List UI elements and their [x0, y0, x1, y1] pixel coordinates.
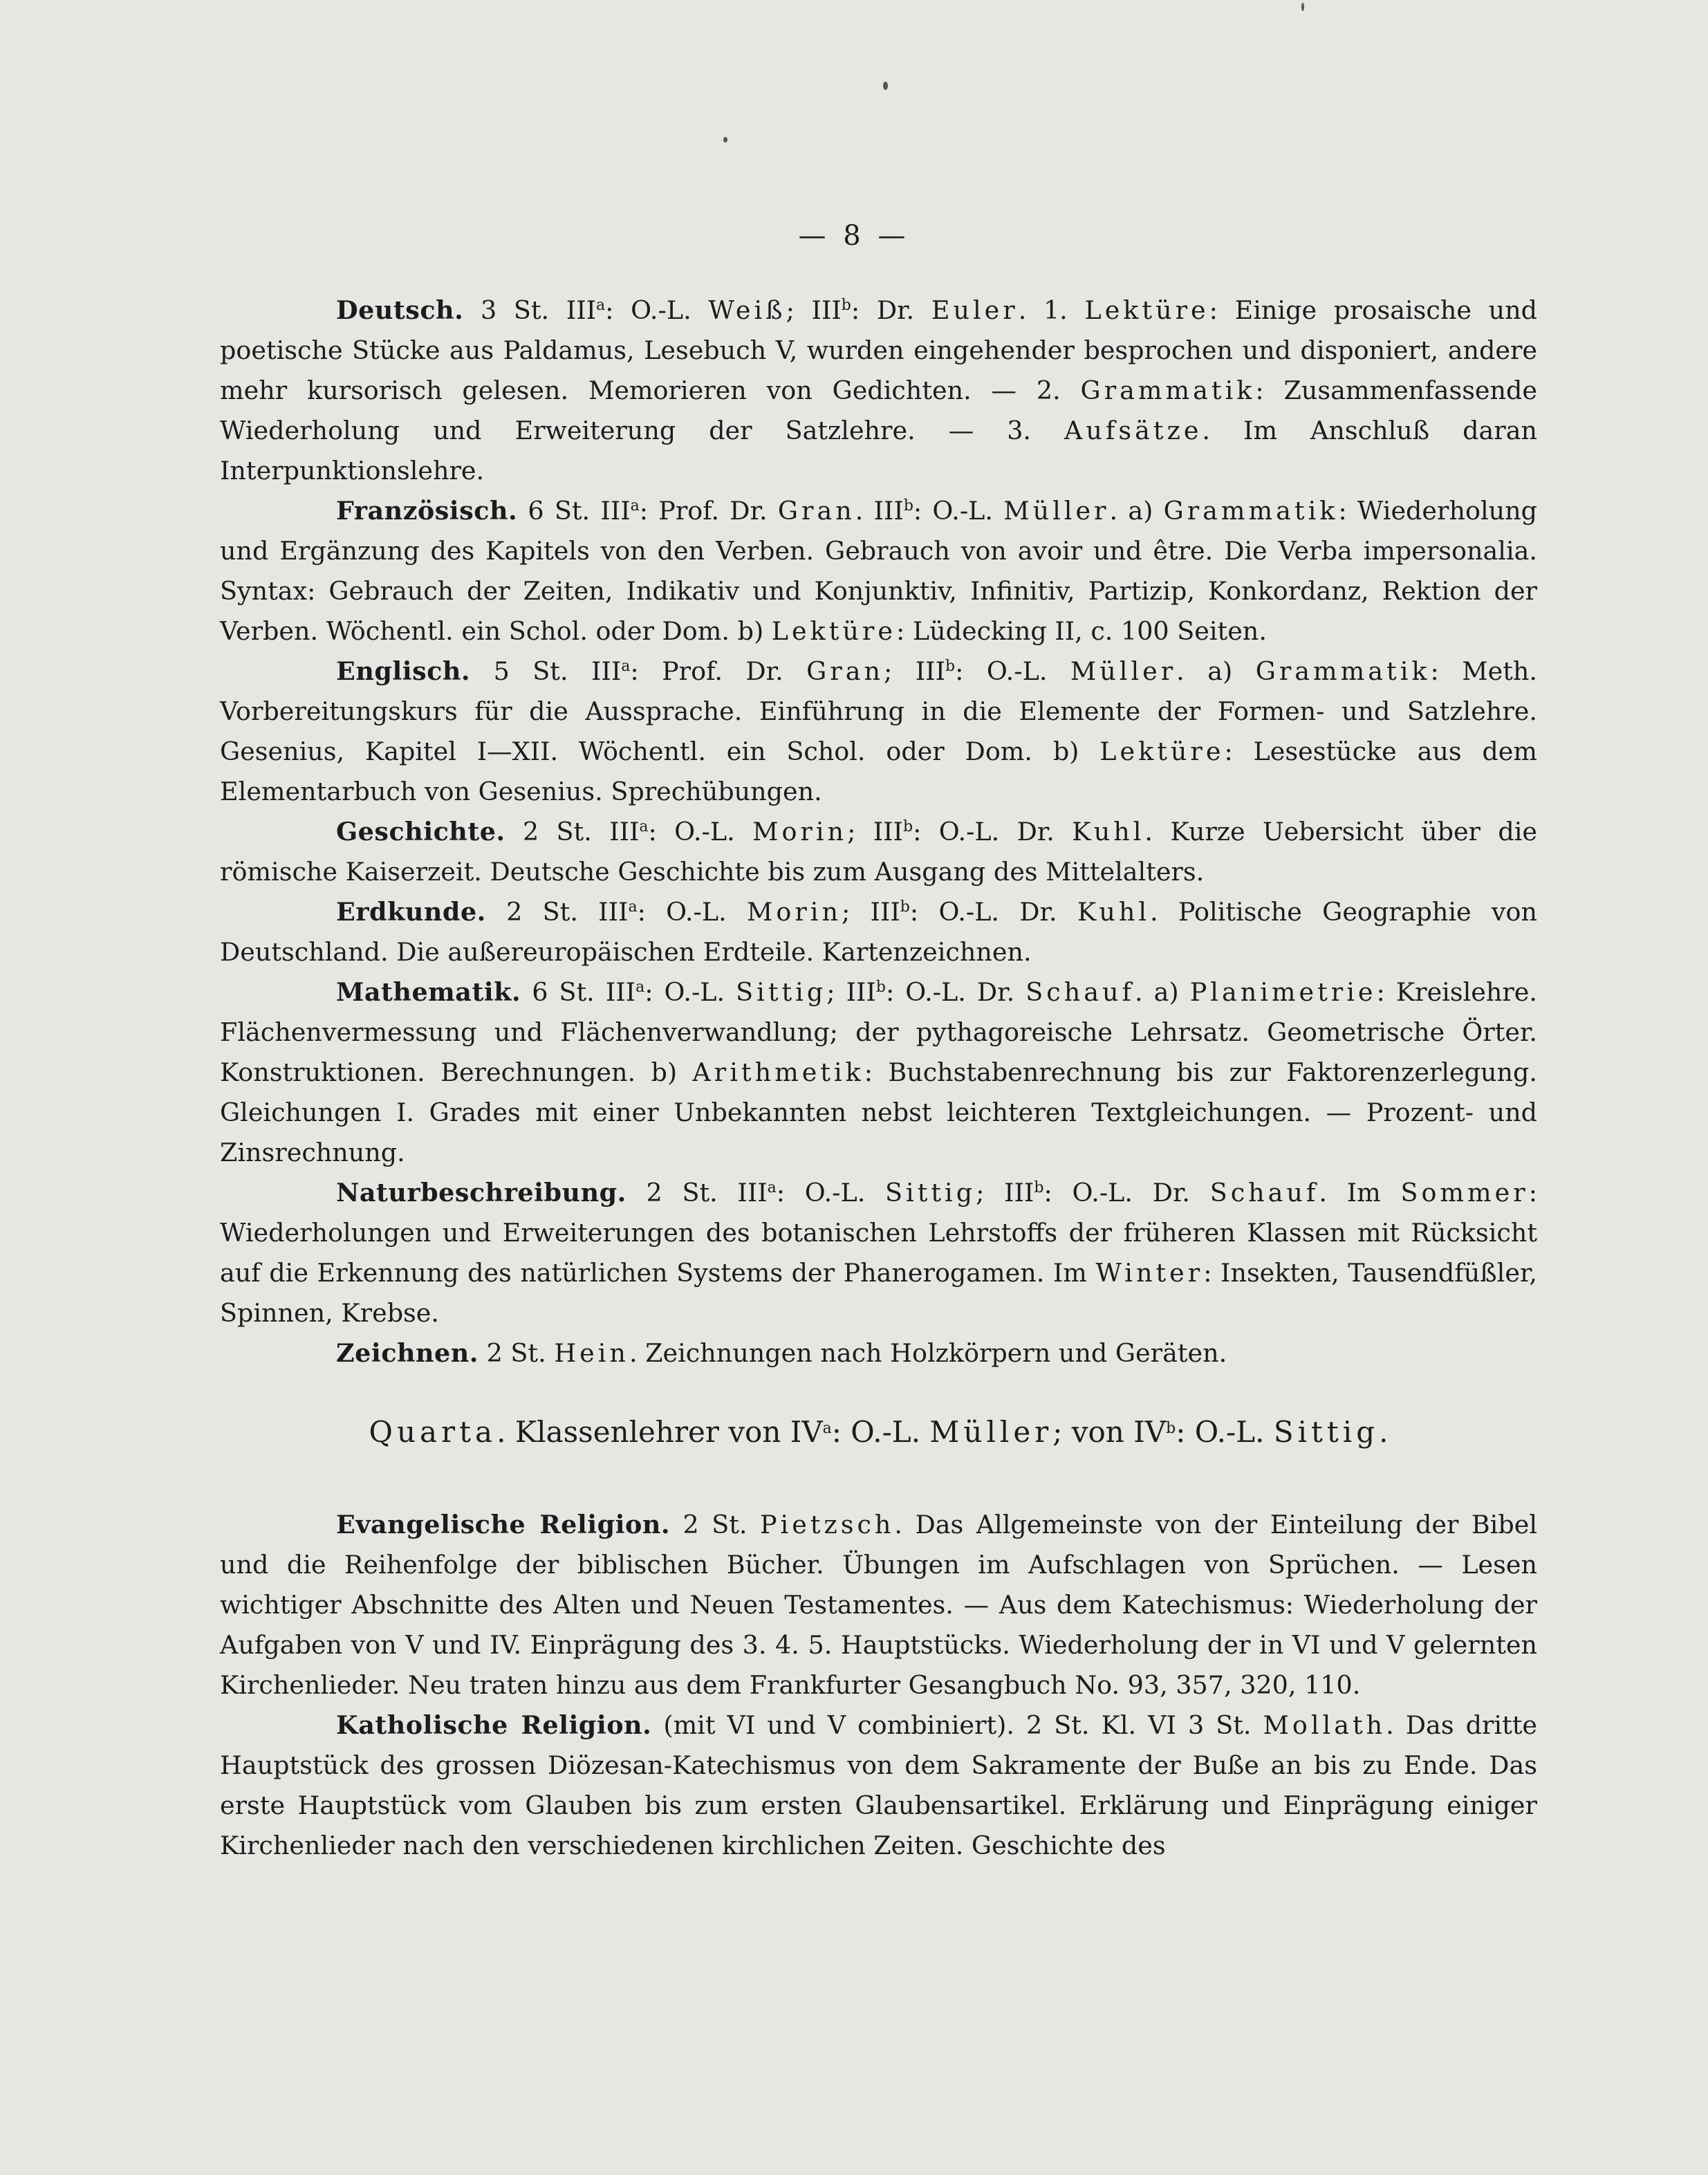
text-run: : Insekten, Tausendfüßler, Spinnen, Krebse.: [220, 1258, 1537, 1328]
subject-heading: Mathematik.: [336, 977, 521, 1007]
class-superscript: b: [875, 979, 886, 996]
text-run: : Lüdecking II, c. 100 Seiten.: [895, 616, 1267, 646]
text-run: 6 St. III: [521, 977, 636, 1007]
subject-paragraph: [220, 491, 1537, 651]
text-run: : O.-L.: [1176, 1415, 1274, 1449]
text-run: : O.-L. Dr.: [1043, 1178, 1210, 1207]
spaced-name: Gran: [777, 496, 855, 526]
subject-heading: Evangelische Religion.: [336, 1510, 671, 1539]
subject-paragraph: [220, 651, 1537, 812]
spaced-name: Lektüre: [1084, 295, 1209, 325]
text-run: 2 St.: [670, 1510, 760, 1539]
text-run: . a): [1176, 656, 1256, 686]
text-run: 2 St. III: [626, 1178, 768, 1207]
text-run: 3 St. III: [463, 295, 597, 325]
spaced-name: Aufsätze: [1064, 416, 1203, 445]
subject-heading: Französisch.: [336, 496, 518, 526]
text-run: ; III: [884, 656, 946, 686]
spaced-name: Mollath: [1263, 1710, 1386, 1740]
text-run: . Politische Geographie von Deutschland. Die außereuropäischen Erdteile. Kartenzeichnen.: [220, 897, 1537, 967]
spaced-name: Winter: [1095, 1258, 1204, 1288]
subject-heading: Naturbeschreibung.: [336, 1178, 626, 1207]
class-superscript: b: [903, 497, 913, 515]
spaced-name: Müller: [1070, 656, 1177, 686]
text-run: . Im Anschluß daran Interpunktionslehre.: [220, 416, 1538, 485]
text-run: . a): [1109, 496, 1164, 526]
class-superscript: a: [635, 979, 645, 996]
subject-heading: Deutsch.: [336, 295, 464, 325]
paper-speck: [1301, 3, 1304, 11]
class-superscript: a: [621, 658, 631, 675]
text-run: ; III: [841, 897, 900, 927]
section-title: [220, 1412, 1537, 1452]
spaced-name: Euler: [931, 295, 1019, 325]
spaced-name: Lektüre: [771, 616, 896, 646]
paper-speck: [723, 137, 727, 142]
text-run: : Wiederholungen und Erweiterungen des botanischen Lehrstoffs der früheren Klassen mit Rücksicht auf die Erkennung des natürlichen Systems der Phanerogamen. Im: [220, 1178, 1537, 1288]
class-superscript: b: [1034, 1179, 1044, 1196]
spaced-name: Müller: [1003, 496, 1110, 526]
text-run: . Das Allgemeinste von der Einteilung der Bibel und die Reihenfolge der biblischen Bücher. Übungen im Aufschlagen von Sprüchen. — Lesen wichtiger Abschnitte des Alten und Neuen Testamentes. — Aus dem Katechismus: Wiederholung der Aufgaben von V und IV. Einprägung des 3. 4. 5. Hauptstücks. Wiederholung der in VI und V gelernten Kirchenlieder. Neu traten hinzu aus dem Frankfurter Gesangbuch No. 93, 357, 320, 110.: [220, 1510, 1537, 1700]
text-run: : O.-L.: [644, 977, 736, 1007]
text-run: . Im: [1319, 1178, 1401, 1207]
class-superscript: b: [902, 818, 913, 835]
text-run: : O.-L.: [831, 1415, 930, 1449]
text-run: : Prof. Dr.: [639, 496, 778, 526]
spaced-name: Planimetrie: [1189, 977, 1377, 1007]
spaced-name: Weiß: [708, 295, 786, 325]
text-run: : O.-L.: [637, 897, 747, 927]
class-superscript: a: [630, 497, 640, 515]
spaced-name: Hein: [554, 1338, 629, 1368]
text-run: ; von IV: [1052, 1415, 1167, 1449]
spaced-name: Schauf: [1209, 1178, 1319, 1207]
spaced-name: Sittig: [885, 1178, 976, 1207]
text-run: ; III: [976, 1178, 1034, 1207]
subject-heading: Geschichte.: [336, 817, 505, 846]
spaced-name: Morin: [746, 897, 842, 927]
text-run: 2 St. III: [485, 897, 629, 927]
subject-paragraph: [220, 892, 1537, 972]
text-run: 6 St. III: [517, 496, 631, 526]
class-superscript: a: [822, 1420, 832, 1437]
text-run: : O.-L.: [648, 817, 753, 846]
subject-heading: Zeichnen.: [336, 1338, 479, 1368]
spaced-name: Grammatik: [1163, 496, 1339, 526]
spaced-name: Quarta: [369, 1415, 497, 1449]
body-text: [220, 290, 1537, 1866]
text-run: : O.-L.: [605, 295, 709, 325]
text-run: . Klassenlehrer von IV: [496, 1415, 823, 1449]
spaced-name: Kuhl: [1077, 897, 1151, 927]
text-run: . Das dritte Hauptstück des grossen Diözesan-Katechismus von dem Sakramente der Buße an bis zu Ende. Das erste Hauptstück vom Glauben bis zum ersten Glaubensartikel. Erklärung und Einprägung einiger Kirchenlieder nach den verschiedenen kirchlichen Zeiten. Geschichte des: [220, 1710, 1538, 1860]
text-run: : O.-L. Dr.: [913, 817, 1073, 846]
page-number: — 8 —: [798, 220, 910, 252]
text-run: : O.-L.: [955, 656, 1070, 686]
subject-heading: Erdkunde.: [336, 897, 486, 927]
spaced-name: Kuhl: [1072, 817, 1145, 846]
text-run: : Zusammenfassende Wiederholung und Erweiterung der Satzlehre. — 3.: [220, 376, 1537, 445]
spaced-name: Sittig: [1273, 1415, 1380, 1449]
spaced-name: Grammatik: [1255, 656, 1431, 686]
text-run: : Meth. Vorbereitungskurs für die Aussprache. Einführung in die Elemente der Formen- und Satzlehre. Gesenius, Kapitel I—XII. Wöchentl. ein Schol. oder Dom. b): [220, 656, 1538, 766]
class-superscript: b: [1166, 1420, 1176, 1437]
spaced-name: Pietzsch: [759, 1510, 895, 1539]
class-superscript: b: [841, 297, 851, 314]
subject-paragraph: [220, 1705, 1537, 1866]
spaced-name: Morin: [752, 817, 848, 846]
text-run: . a): [1135, 977, 1190, 1007]
text-run: ; III: [786, 295, 842, 325]
subject-paragraph: [220, 290, 1537, 491]
text-run: . 1.: [1018, 295, 1085, 325]
spaced-name: Müller: [929, 1415, 1053, 1449]
text-run: 2 St.: [479, 1338, 555, 1368]
class-superscript: b: [945, 658, 956, 675]
spaced-name: Sommer: [1400, 1178, 1529, 1207]
spaced-name: Gran: [806, 656, 884, 686]
class-superscript: a: [767, 1179, 777, 1196]
text-run: : Wiederholung und Ergänzung des Kapitels von den Verben. Gebrauch von avoir und être. Die Verba impersonalia. Syntax: Gebrauch der Zeiten, Indikativ und Konjunktiv, Infinitiv, Partizip, Konkordanz, Rektion der Verben. Wöchentl. ein Schol. oder Dom. b): [220, 496, 1537, 646]
class-superscript: b: [900, 898, 910, 916]
subject-heading: Englisch.: [336, 656, 471, 686]
spaced-name: Sittig: [736, 977, 827, 1007]
spaced-name: Grammatik: [1080, 376, 1256, 405]
class-superscript: a: [596, 297, 606, 314]
text-run: ; III: [847, 817, 903, 846]
class-superscript: a: [628, 898, 638, 916]
text-run: : O.-L. Dr.: [885, 977, 1026, 1007]
paper-speck: [883, 82, 888, 90]
spaced-name: Lektüre: [1099, 737, 1225, 766]
subject-paragraph: [220, 1333, 1537, 1373]
subject-paragraph: [220, 1173, 1537, 1333]
text-run: : O.-L.: [776, 1178, 886, 1207]
text-run: ; III: [826, 977, 876, 1007]
text-run: . Zeichnungen nach Holzkörpern und Geräten.: [629, 1338, 1227, 1368]
text-run: : Kreislehre. Flächenvermessung und Flächenverwandlung; der pythagoreische Lehrsatz. Geometrische Örter. Konstruktionen. Berechnungen. b): [220, 977, 1538, 1087]
subject-paragraph: [220, 1505, 1537, 1705]
text-run: . Kurze Uebersicht über die römische Kaiserzeit. Deutsche Geschichte bis zum Ausgang des Mittelalters.: [220, 817, 1537, 887]
spaced-name: Arithmetik: [692, 1057, 864, 1087]
subject-paragraph: [220, 812, 1537, 892]
subject-paragraph: [220, 972, 1537, 1173]
text-run: : Einige prosaische und poetische Stücke aus Paldamus, Lesebuch V, wurden eingehender besprochen und disponiert, andere mehr kursorisch gelesen. Memorieren von Gedichten. — 2.: [220, 295, 1538, 405]
text-run: 2 St. III: [505, 817, 640, 846]
subject-heading: Katholische Religion.: [336, 1710, 652, 1740]
text-run: .: [1379, 1415, 1389, 1449]
text-run: . III: [855, 496, 904, 526]
spaced-name: Schauf: [1025, 977, 1135, 1007]
text-run: 5 St. III: [470, 656, 622, 686]
text-run: (mit VI und V combiniert). 2 St. Kl. VI 3 St.: [651, 1710, 1263, 1740]
text-run: : Buchstabenrechnung bis zur Faktorenzerlegung. Gleichungen I. Grades mit einer Unbekannten nebst leichteren Textgleichungen. — Prozent- und Zinsrechnung.: [220, 1057, 1537, 1167]
class-superscript: a: [639, 818, 649, 835]
text-run: : Dr.: [851, 295, 931, 325]
text-run: : Prof. Dr.: [630, 656, 807, 686]
text-run: : Lesestücke aus dem Elementarbuch von Gesenius. Sprechübungen.: [220, 737, 1537, 806]
text-run: : O.-L. Dr.: [909, 897, 1077, 927]
text-run: : O.-L.: [913, 496, 1004, 526]
